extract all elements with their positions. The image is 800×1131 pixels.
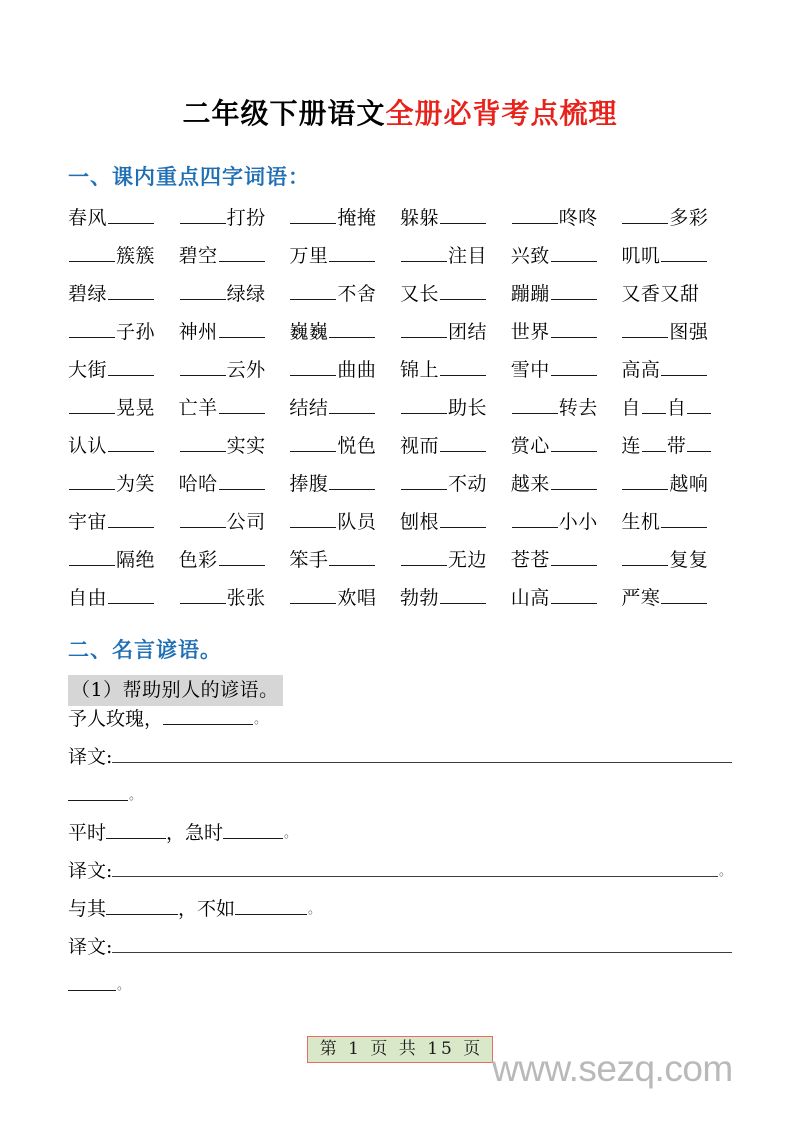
vocabulary-cell	[400, 395, 511, 418]
vocabulary-cell	[511, 547, 622, 570]
translation-continuation	[68, 782, 732, 820]
page-title-primary: 二年级下册语文	[182, 97, 386, 130]
vocabulary-cell	[400, 357, 511, 380]
vocabulary-cell	[511, 319, 622, 342]
answer-blank[interactable]	[329, 395, 375, 414]
vocabulary-cell	[179, 471, 290, 494]
vocabulary-word: 哈哈	[178, 473, 218, 496]
proverb-line	[68, 820, 732, 858]
answer-blank[interactable]	[551, 281, 597, 300]
answer-blank[interactable]	[329, 243, 375, 262]
vocabulary-cell	[179, 433, 290, 456]
proverb-line	[68, 896, 732, 934]
answer-blank[interactable]	[329, 547, 375, 566]
answer-blank[interactable]	[69, 243, 115, 262]
vocabulary-word: 万里	[289, 245, 329, 268]
vocabulary-cell	[289, 205, 400, 228]
answer-blank[interactable]	[108, 585, 154, 604]
vocabulary-word: 自	[621, 397, 641, 420]
answer-blank[interactable]	[642, 433, 666, 452]
translation-label: 译文:	[68, 936, 113, 959]
answer-blank[interactable]	[551, 585, 597, 604]
vocabulary-word: 大街	[68, 359, 108, 382]
answer-blank[interactable]	[180, 357, 226, 376]
answer-blank[interactable]	[69, 319, 115, 338]
section-heading-two: 二、名言谚语。	[68, 637, 222, 663]
vocabulary-word: 云外	[226, 359, 266, 382]
answer-blank[interactable]	[219, 319, 265, 338]
answer-blank[interactable]	[512, 395, 558, 414]
vocabulary-word: 严寒	[621, 587, 661, 610]
translation-blank[interactable]	[112, 934, 732, 953]
answer-blank[interactable]	[108, 281, 154, 300]
answer-blank[interactable]	[551, 433, 597, 452]
answer-blank[interactable]	[440, 281, 486, 300]
answer-blank[interactable]	[106, 820, 166, 839]
vocabulary-cell	[68, 243, 179, 266]
vocabulary-cell	[179, 509, 290, 532]
vocabulary-row	[68, 433, 732, 471]
page-title-accent: 全册必背考点梳理	[385, 97, 618, 130]
vocabulary-cell	[179, 547, 290, 570]
vocabulary-word: 图强	[669, 321, 709, 344]
vocabulary-word: 赏心	[510, 435, 550, 458]
answer-blank[interactable]	[401, 395, 447, 414]
vocabulary-word: 晃晃	[116, 397, 156, 420]
answer-blank[interactable]	[108, 357, 154, 376]
vocabulary-cell	[68, 357, 179, 380]
vocabulary-cell	[621, 395, 732, 418]
proverb-line	[68, 706, 732, 744]
vocabulary-word: 世界	[510, 321, 550, 344]
vocabulary-word: 公司	[226, 511, 266, 534]
vocabulary-cell	[179, 243, 290, 266]
page-title	[68, 0, 732, 130]
answer-blank[interactable]	[401, 547, 447, 566]
sentence-period: 。	[129, 788, 143, 804]
vocabulary-cell	[621, 433, 732, 456]
vocabulary-word: 笨手	[289, 549, 329, 572]
vocabulary-cell	[511, 205, 622, 228]
vocabulary-word: 注目	[448, 245, 488, 268]
site-watermark: www.sezq.com	[492, 1048, 733, 1089]
answer-blank[interactable]	[108, 509, 154, 528]
vocabulary-cell	[621, 509, 732, 532]
answer-blank[interactable]	[219, 471, 265, 490]
vocabulary-row	[68, 319, 732, 357]
vocabulary-word: 苍苍	[510, 549, 550, 572]
vocabulary-cell	[289, 395, 400, 418]
vocabulary-word: 掩掩	[337, 207, 377, 230]
vocabulary-cell	[400, 585, 511, 608]
answer-blank[interactable]	[551, 357, 597, 376]
answer-blank[interactable]	[290, 433, 336, 452]
answer-blank[interactable]	[622, 319, 668, 338]
proverb-text: 平时	[68, 822, 107, 845]
vocabulary-word: 实实	[226, 435, 266, 458]
vocabulary-cell	[400, 509, 511, 532]
answer-blank[interactable]	[687, 395, 711, 414]
vocabulary-cell	[621, 205, 732, 228]
vocabulary-word: 躲躲	[400, 207, 440, 230]
vocabulary-cell	[621, 243, 732, 266]
answer-blank[interactable]	[551, 319, 597, 338]
vocabulary-cell	[400, 433, 511, 456]
vocabulary-row	[68, 395, 732, 433]
proverb-subsection-label: （1）帮助别人的谚语。	[68, 675, 283, 707]
proverb-text: 予人玫瑰，	[68, 708, 164, 731]
vocabulary-cell	[289, 243, 400, 266]
vocabulary-word: 叽叽	[621, 245, 661, 268]
vocabulary-word: 不动	[448, 473, 488, 496]
answer-blank[interactable]	[661, 509, 707, 528]
vocabulary-word: 生机	[621, 511, 661, 534]
answer-blank[interactable]	[290, 509, 336, 528]
vocabulary-word: 刨根	[400, 511, 440, 534]
vocabulary-word: 队员	[337, 511, 377, 534]
page-number-chip: 第 1 页 共 15 页	[307, 1036, 493, 1063]
answer-blank[interactable]	[440, 509, 486, 528]
vocabulary-cell	[621, 471, 732, 494]
vocabulary-word: 宇宙	[68, 511, 108, 534]
answer-blank[interactable]	[687, 433, 711, 452]
answer-blank[interactable]	[512, 205, 558, 224]
translation-blank[interactable]	[112, 858, 718, 877]
vocabulary-word: 复复	[669, 549, 709, 572]
answer-blank[interactable]	[180, 205, 226, 224]
vocabulary-word: 隔绝	[116, 549, 156, 572]
vocabulary-cell	[511, 509, 622, 532]
answer-blank[interactable]	[551, 471, 597, 490]
answer-blank[interactable]	[180, 509, 226, 528]
vocabulary-cell	[289, 509, 400, 532]
answer-blank[interactable]	[108, 205, 154, 224]
vocabulary-cell	[400, 547, 511, 570]
vocabulary-cell	[621, 285, 732, 304]
vocabulary-word: 多彩	[669, 207, 709, 230]
vocabulary-word: 结结	[289, 397, 329, 420]
answer-blank[interactable]	[108, 433, 154, 452]
vocabulary-word: 咚咚	[558, 207, 598, 230]
vocabulary-cell	[68, 395, 179, 418]
answer-blank[interactable]	[180, 585, 226, 604]
vocabulary-word: 连	[621, 435, 641, 458]
answer-blank[interactable]	[223, 820, 283, 839]
vocabulary-word: 山高	[510, 587, 550, 610]
translation-line	[68, 744, 732, 782]
vocabulary-cell	[68, 509, 179, 532]
vocabulary-row	[68, 585, 732, 623]
vocabulary-word: 色彩	[178, 549, 218, 572]
answer-blank[interactable]	[290, 281, 336, 300]
sentence-period: 。	[117, 978, 131, 994]
answer-blank[interactable]	[440, 433, 486, 452]
vocabulary-word: 自	[666, 397, 687, 420]
vocabulary-word: 亡羊	[178, 397, 218, 420]
vocabulary-cell	[621, 585, 732, 608]
answer-blank[interactable]	[69, 395, 115, 414]
vocabulary-cell	[289, 547, 400, 570]
vocabulary-word: 勃勃	[400, 587, 440, 610]
translation-label: 译文:	[68, 860, 113, 883]
answer-blank[interactable]	[401, 471, 447, 490]
vocabulary-cell	[68, 585, 179, 608]
answer-blank[interactable]	[180, 281, 226, 300]
vocabulary-word: 蹦蹦	[510, 283, 550, 306]
vocabulary-word: 子孙	[116, 321, 156, 344]
translation-blank[interactable]	[112, 744, 732, 763]
vocabulary-cell	[511, 471, 622, 494]
vocabulary-cell	[68, 319, 179, 342]
answer-blank[interactable]	[622, 471, 668, 490]
vocabulary-word: 不舍	[337, 283, 377, 306]
vocabulary-word: 打扮	[226, 207, 266, 230]
translation-continuation	[68, 972, 732, 1010]
vocabulary-cell	[68, 433, 179, 456]
vocabulary-cell	[400, 205, 511, 228]
vocabulary-cell	[179, 281, 290, 304]
answer-blank[interactable]	[512, 509, 558, 528]
section-heading-one: 一、课内重点四字词语：	[68, 164, 310, 190]
answer-blank[interactable]	[235, 896, 307, 915]
answer-blank[interactable]	[180, 433, 226, 452]
vocabulary-cell	[511, 357, 622, 380]
answer-blank[interactable]	[163, 706, 253, 725]
vocabulary-cell	[400, 319, 511, 342]
vocabulary-word: 神州	[178, 321, 218, 344]
vocabulary-row	[68, 547, 732, 585]
vocabulary-word: 高高	[621, 359, 661, 382]
vocabulary-word: 小小	[558, 511, 598, 534]
vocabulary-cell	[621, 547, 732, 570]
answer-blank[interactable]	[642, 395, 666, 414]
vocabulary-word: 又长	[400, 283, 440, 306]
answer-blank[interactable]	[401, 319, 447, 338]
answer-blank[interactable]	[69, 471, 115, 490]
proverb-text: 与其	[68, 898, 107, 921]
answer-blank[interactable]	[661, 243, 707, 262]
translation-label: 译文:	[68, 746, 113, 769]
proverb-list	[68, 706, 732, 1010]
vocabulary-row	[68, 205, 732, 243]
vocabulary-word: 张张	[226, 587, 266, 610]
vocabulary-word: 又香又甜	[621, 283, 700, 306]
vocabulary-cell	[179, 205, 290, 228]
proverb-text: ，急时	[166, 822, 224, 845]
vocabulary-grid	[68, 189, 732, 623]
vocabulary-cell	[289, 585, 400, 608]
vocabulary-cell	[179, 585, 290, 608]
vocabulary-word: 欢唱	[337, 587, 377, 610]
answer-blank[interactable]	[290, 205, 336, 224]
vocabulary-cell	[511, 585, 622, 608]
vocabulary-row	[68, 471, 732, 509]
vocabulary-row	[68, 281, 732, 319]
vocabulary-word: 春风	[68, 207, 108, 230]
vocabulary-cell	[511, 433, 622, 456]
vocabulary-cell	[289, 281, 400, 304]
vocabulary-word: 越来	[510, 473, 550, 496]
vocabulary-word: 兴致	[510, 245, 550, 268]
vocabulary-cell	[400, 471, 511, 494]
vocabulary-word: 雪中	[510, 359, 550, 382]
vocabulary-cell	[179, 319, 290, 342]
answer-blank[interactable]	[290, 357, 336, 376]
answer-blank[interactable]	[661, 585, 707, 604]
vocabulary-cell	[289, 433, 400, 456]
sentence-period: 。	[308, 902, 322, 918]
answer-blank[interactable]	[68, 972, 116, 991]
answer-blank[interactable]	[622, 547, 668, 566]
vocabulary-row	[68, 509, 732, 547]
answer-blank[interactable]	[106, 896, 178, 915]
answer-blank[interactable]	[440, 357, 486, 376]
vocabulary-cell	[511, 281, 622, 304]
answer-blank[interactable]	[551, 547, 597, 566]
answer-blank[interactable]	[69, 547, 115, 566]
vocabulary-word: 无边	[448, 549, 488, 572]
vocabulary-cell	[511, 243, 622, 266]
translation-line	[68, 858, 732, 896]
vocabulary-word: 绿绿	[226, 283, 266, 306]
vocabulary-cell	[68, 205, 179, 228]
vocabulary-cell	[179, 395, 290, 418]
answer-blank[interactable]	[68, 782, 128, 801]
answer-blank[interactable]	[401, 243, 447, 262]
answer-blank[interactable]	[290, 585, 336, 604]
vocabulary-word: 悦色	[337, 435, 377, 458]
sentence-period: 。	[284, 826, 298, 842]
sentence-period: 。	[254, 712, 268, 728]
vocabulary-word: 视而	[400, 435, 440, 458]
sentence-period: 。	[718, 864, 732, 880]
vocabulary-cell	[511, 395, 622, 418]
answer-blank[interactable]	[440, 585, 486, 604]
vocabulary-cell	[400, 281, 511, 304]
translation-line	[68, 934, 732, 972]
vocabulary-row	[68, 243, 732, 281]
vocabulary-row	[68, 357, 732, 395]
vocabulary-cell	[68, 281, 179, 304]
vocabulary-word: 认认	[68, 435, 108, 458]
vocabulary-word: 为笑	[116, 473, 156, 496]
vocabulary-cell	[179, 357, 290, 380]
answer-blank[interactable]	[219, 243, 265, 262]
vocabulary-word: 助长	[448, 397, 488, 420]
vocabulary-word: 转去	[558, 397, 598, 420]
vocabulary-cell	[621, 357, 732, 380]
vocabulary-cell	[621, 319, 732, 342]
answer-blank[interactable]	[661, 357, 707, 376]
vocabulary-word: 自由	[68, 587, 108, 610]
answer-blank[interactable]	[219, 395, 265, 414]
answer-blank[interactable]	[440, 205, 486, 224]
vocabulary-word: 碧空	[178, 245, 218, 268]
vocabulary-cell	[289, 357, 400, 380]
vocabulary-cell	[68, 547, 179, 570]
vocabulary-word: 巍巍	[289, 321, 329, 344]
vocabulary-cell	[289, 471, 400, 494]
answer-blank[interactable]	[622, 205, 668, 224]
vocabulary-word: 簇簇	[116, 245, 156, 268]
answer-blank[interactable]	[219, 547, 265, 566]
answer-blank[interactable]	[329, 471, 375, 490]
vocabulary-cell	[400, 243, 511, 266]
vocabulary-cell	[68, 471, 179, 494]
vocabulary-word: 越响	[669, 473, 709, 496]
vocabulary-cell	[289, 319, 400, 342]
vocabulary-word: 团结	[448, 321, 488, 344]
vocabulary-word: 曲曲	[337, 359, 377, 382]
proverb-text: ，不如	[178, 898, 236, 921]
vocabulary-word: 捧腹	[289, 473, 329, 496]
vocabulary-word: 碧绿	[68, 283, 108, 306]
answer-blank[interactable]	[329, 319, 375, 338]
vocabulary-word: 带	[666, 435, 687, 458]
vocabulary-word: 锦上	[400, 359, 440, 382]
answer-blank[interactable]	[551, 243, 597, 262]
